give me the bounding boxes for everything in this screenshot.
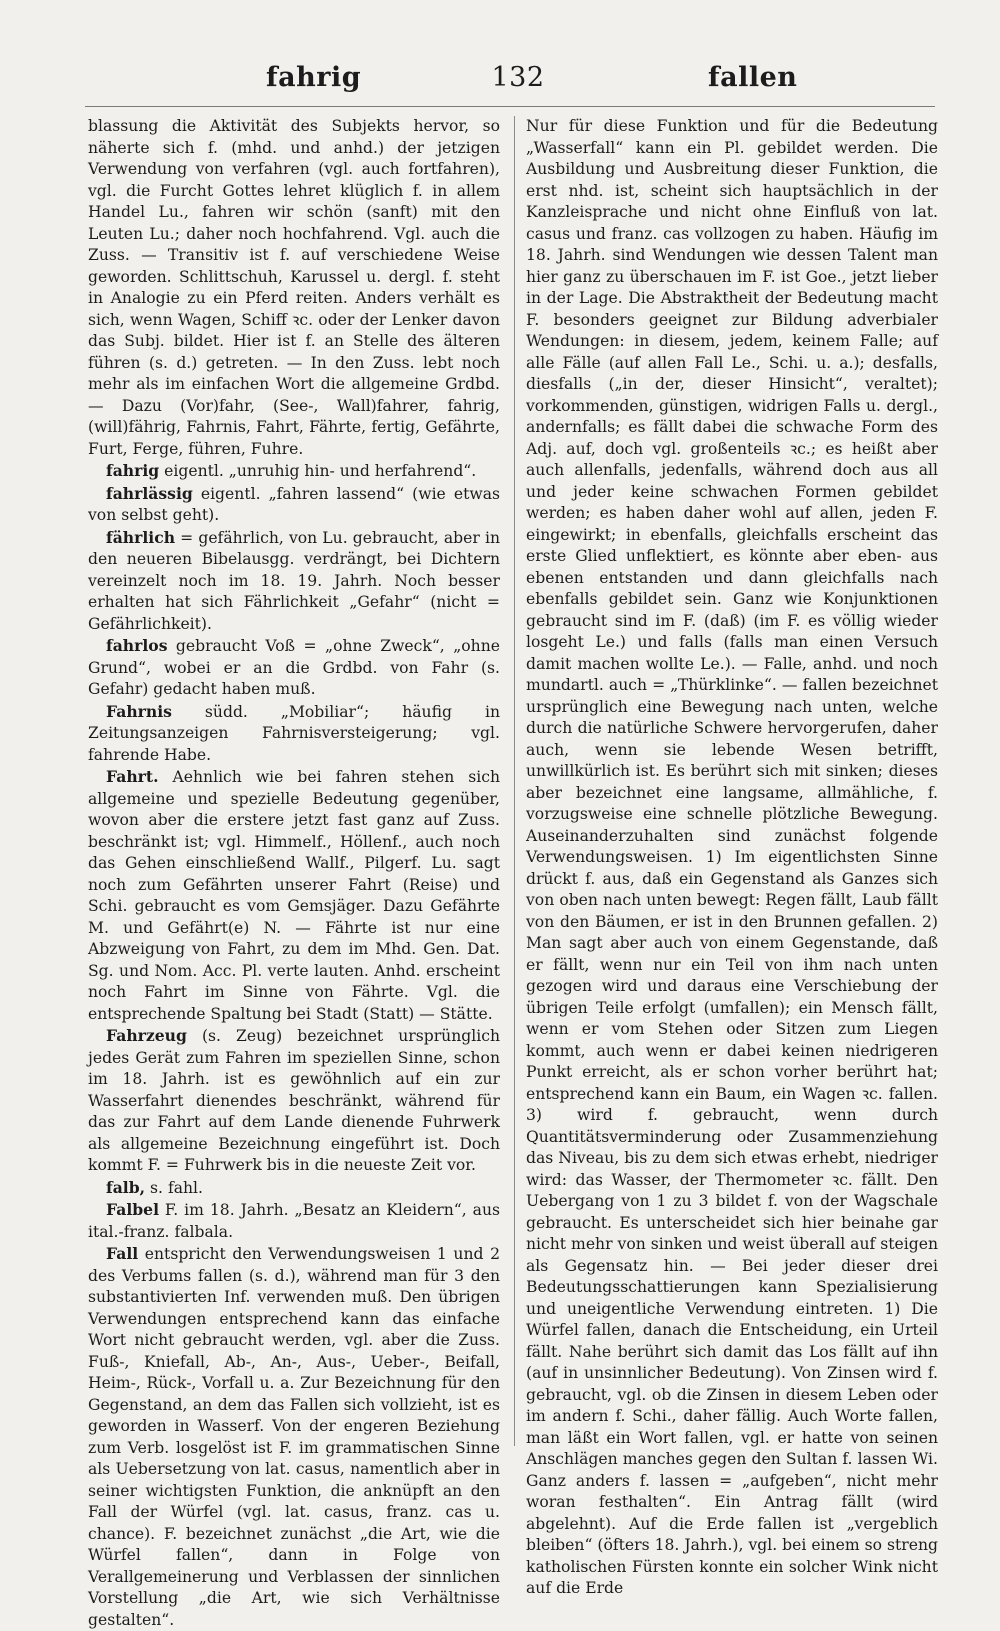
entry-text: blassung die Aktivität des Subjekts hervor, so näherte sich f. (mhd. und anhd.) der jetzigen Verwendung von verfahren (vgl. auch fortfahren), vgl. die Furcht Gottes lehret klüglich f. in allem Handel Lu., fahren wir schön (sanft) mit den Leuten Lu.; daher noch hochfahrend. Vgl. auch die Zuss. — Transitiv ist f. auf verschiedene Weise geworden. Schlittschuh, Karussel u. dergl. f. steht in Analogie zu ein Pferd reiten. Anders verhält es sich, wenn Wagen, Schiff ꝛc. oder der Lenker davon das Subj. bildet. Hier ist f. an Stelle des älteren führen (s. d.) getreten. — In den Zuss. lebt noch mehr als im einfachen Wort die allgemeine Grdbd. — Dazu (Vor)fahr, (See-, Wall)fahrer, fahrig, (will)fährig, Fahrnis, Fahrt, Fährte, fertig, Gefährte, Furt, Ferge, führen, Fuhre. <box>88 117 500 458</box>
entry-text: (s. Zeug) bezeichnet ursprünglich jedes Gerät zum Fahren im speziellen Sinne, schon im 18. Jahrh. ist es gewöhnlich auf ein zur Wasserfahrt dienendes beschränkt, während für das zur Fahrt auf dem Lande dienende Fuhrwerk als allgemeine Bezeichnung eingeführt ist. Doch kommt F. = Fuhrwerk bis in die neueste Zeit vor. <box>88 1027 500 1174</box>
entry-text: eigentl. „unruhig hin- und herfahrend“. <box>159 462 477 480</box>
entry-headword: Falbel <box>106 1200 159 1219</box>
entry-text: F. im 18. Jahrh. „Besatz an Kleidern“, aus ital.-franz. falbala. <box>88 1201 500 1241</box>
left-column <box>88 116 500 1631</box>
dictionary-entry <box>526 116 938 1600</box>
dictionary-entry <box>88 701 500 767</box>
entry-text: Nur für diese Funktion und für die Bedeutung „Wasserfall“ kann ein Pl. gebildet werden. Die Ausbildung und Ausbreitung dieser Funktion, die erst nhd. ist, scheint sich hauptsächlich in der Kanzleisprache und nicht ohne Einfluß von lat. casus und franz. cas vollzogen zu haben. Häufig im 18. Jahrh. sind Wendungen wie dessen Talent man hier ganz zu überschauen im F. ist Goe., jetzt lieber in der Lage. Die Abstraktheit der Bedeutung macht F. besonders geeignet zur Bildung adverbialer Wendungen: in diesem, jedem, keinem Falle; auf alle Fälle (auf allen Fall Le., Schi. u. a.); desfalls, diesfalls („in der, dieser Hinsicht“, veraltet); vorkommenden, günstigen, widrigen Falls u. dergl., andernfalls; es fällt dabei die schwache Form des Adj. auf, doch vgl. großenteils ꝛc.; es heißt aber auch allenfalls, jedenfalls, während doch aus all und jeder keine schwachen Formen gebildet werden; es haben daher wohl auf allen, jeden F. eingewirkt; in ebenfalls, gleichfalls erscheint das erste Glied unflektiert, es könnte aber eben- aus ebenen entstanden und dann gleichfalls nach ebenfalls gebildet sein. Ganz wie Konjunktionen gebraucht sind im F. (daß) (im F. es völlig wieder losgeht Le.) und falls (falls man einen Versuch damit machen wollte Le.). — Falle, anhd. und noch mundartl. auch = „Thürklinke“. — fallen bezeichnet ursprünglich eine Bewegung nach unten, welche durch die natürliche Schwere hervorgerufen, daher auch, wenn sie lebende Wesen betrifft, unwillkürlich ist. Es berührt sich mit sinken; dieses aber bezeichnet eine langsame, allmähliche, f. vorzugsweise eine schnelle plötzliche Bewegung. Auseinanderzuhalten sind zunächst folgende Verwendungsweisen. 1) Im eigentlichsten Sinne drückt f. aus, daß ein Gegenstand als Ganzes sich von oben nach unten bewegt: Regen fällt, Laub fällt von den Bäumen, er ist in den Brunnen gefallen. 2) Man sagt aber auch von einem Gegenstande, daß er fällt, wenn nur ein Teil von ihm nach unten gezogen wird und daraus eine Verschiebung der übrigen Teile erfolgt (umfallen); ein Mensch fällt, wenn er vom Stehen oder Sitzen zum Liegen kommt, auch wenn er dabei keinen niedrigeren Punkt erreicht, als er schon vorher berührt hat; entsprechend kann ein Baum, ein Wagen ꝛc. fallen. 3) wird f. gebraucht, wenn durch Quantitätsverminderung oder Zusammenziehung das Niveau, bis zu dem sich etwas erhebt, niedriger wird: das Wasser, der Thermometer ꝛc. fällt. Den Uebergang von 1 zu 3 bildet f. von der Wagschale gebraucht. Es unterscheidet sich hier beinahe gar nicht mehr von sinken und weist überall auf steigen als Gegensatz hin. — Bei jeder dieser drei Bedeutungsschattierungen kann Spezialisierung und uneigentliche Verwendung eintreten. 1) Die Würfel fallen, danach die Entscheidung, ein Urteil fällt. Nahe berührt sich damit das Los fällt auf ihn (auf in unsinnlicher Bedeutung). Von Zinsen wird f. gebraucht, vgl. ob die Zinsen in diesem Leben oder im andern f. Schi., daher fällig. Auch Worte fallen, man läßt ein Wort fallen, vgl. er hatte von seinen Anschlägen manches gegen den Sultan f. lassen Wi. Ganz anders f. lassen = „aufgeben“, nicht mehr woran festhalten“. Ein Antrag fällt (wird abgelehnt). Auf die Erde fallen ist „vergeblich bleiben“ (öfters 18. Jahrh.), vgl. bei einem so streng katholischen Fürsten konnte ein solcher Wink nicht auf die Erde <box>526 117 938 1597</box>
dictionary-entry <box>88 483 500 527</box>
entry-headword: fährlich <box>106 527 176 547</box>
dictionary-entry <box>88 766 500 1025</box>
column-divider <box>514 116 515 1446</box>
dictionary-entry <box>88 635 500 701</box>
right-running-head: fallen <box>708 62 798 93</box>
entry-text: eigentl. „fahren lassend“ (wie etwas von selbst geht). <box>88 484 500 524</box>
page-header <box>88 62 930 102</box>
entry-text: südd. „Mobiliar“; häufig in Zeitungsanzeigen Fahrnisversteigerung; vgl. fahrende Habe. <box>88 702 500 764</box>
entry-headword: Fall <box>106 1244 139 1263</box>
entry-headword: fahrig <box>106 461 160 480</box>
entry-headword: Fahrt. <box>106 767 159 786</box>
entry-text: entspricht den Verwendungsweisen 1 und 2 des Verbums fallen (s. d.), während man für 3 den substantivierten Inf. verwenden muß. Den übrigen Verwendungen entsprechend kann das einfache Wort nicht gebraucht werden, vgl. aber die Zuss. Fuß-, Kniefall, Ab-, An-, Aus-, Ueber-, Beifall, Heim-, Rück-, Vorfall u. a. Zur Bezeichnung für den Gegenstand, an dem das Fallen sich vollzieht, ist es geworden in Wasserf. Von der engeren Beziehung zum Verb. losgelöst ist F. im grammatischen Sinne als Uebersetzung von lat. casus, namentlich aber in seiner wichtigsten Funktion, die anknüpft an den Fall der Würfel (vgl. lat. casus, franz. cas u. chance). F. bezeichnet zunächst „die Art, wie die Würfel fallen“, dann in Folge von Verallgemeinerung und Verblassen der sinnlichen Vorstellung „die Art, wie sich Verhältnisse gestalten“. <box>88 1245 500 1629</box>
dictionary-entry <box>88 1243 500 1631</box>
page-number: 132 <box>491 62 545 93</box>
right-column <box>526 116 938 1600</box>
entry-headword: fahrlässig <box>106 483 193 503</box>
entry-headword: Fahrnis <box>106 701 172 721</box>
entry-text: = gefährlich, von Lu. gebraucht, aber in den neueren Bibelausgg. verdrängt, bei Dichtern vereinzelt noch im 18. 19. Jahrh. Noch besser erhalten hat sich Fährlichkeit „Gefahr“ (nicht = Gefährlichkeit). <box>88 528 500 633</box>
dictionary-entry <box>88 460 500 483</box>
dictionary-entry <box>88 1025 500 1177</box>
dictionary-entry <box>88 116 500 460</box>
entry-headword: Fahrzeug <box>106 1026 187 1045</box>
entry-text: Aehnlich wie bei fahren stehen sich allgemeine und spezielle Bedeutung gegenüber, wovon aber die erstere jetzt fast ganz auf Zuss. beschränkt ist; vgl. Himmelf., Höllenf., auch noch das Gehen einschließend Wallf., Pilgerf. Lu. sagt noch zum Gefährten unserer Fahrt (Reise) und Schi. gebraucht es vom Gemsjäger. Dazu Gefährte M. und Gefährt(e) N. — Fährte ist nur eine Abzweigung von Fahrt, zu dem im Mhd. Gen. Dat. Sg. und Nom. Acc. Pl. verte lauten. Anhd. erscheint noch Fahrt im Sinne von Fährte. Vgl. die entsprechende Spaltung bei Stadt (Statt) — Stätte. <box>88 768 500 1023</box>
left-running-head: fahrig <box>266 62 362 93</box>
dictionary-entry <box>88 1177 500 1200</box>
header-rule <box>85 106 935 107</box>
entry-headword: falb, <box>106 1177 146 1197</box>
dictionary-entry <box>88 1199 500 1243</box>
entry-text: gebraucht Voß = „ohne Zweck“, „ohne Grund“, wobei er an die Grdbd. von Fahr (s. Gefahr) gedacht haben muß. <box>88 637 500 698</box>
entry-text: s. fahl. <box>145 1178 204 1197</box>
dictionary-entry <box>88 527 500 636</box>
entry-headword: fahrlos <box>106 636 168 655</box>
